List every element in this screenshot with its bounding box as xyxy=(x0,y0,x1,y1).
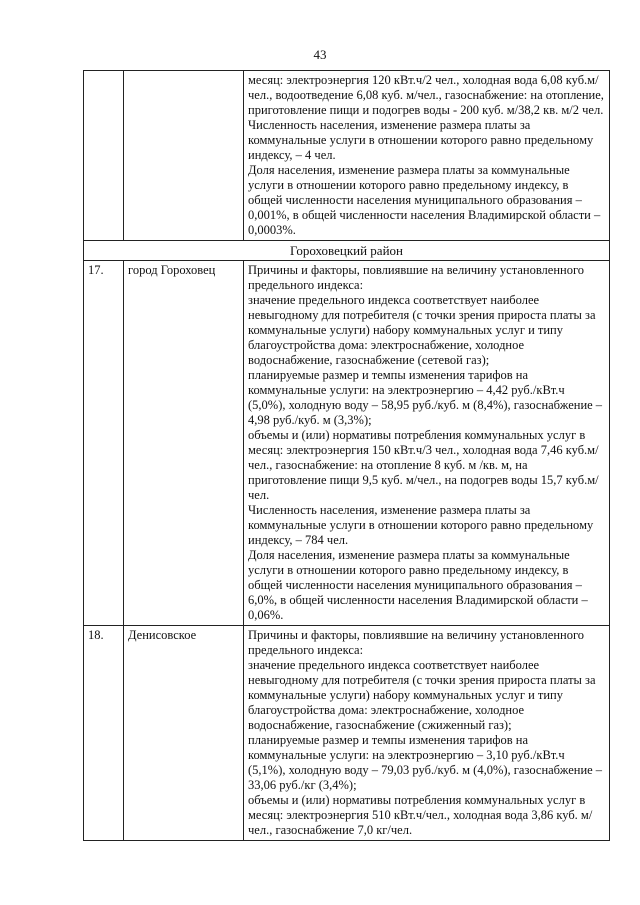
continuation-paragraph: месяц: электроэнергия 120 кВт.ч/2 чел., холодная вода 6,08 куб.м/чел., водоотведение 6,08 куб. м/чел., газоснабжение: на отопление, приготовление пищи и подогрев воды - 200 куб. м/38,2 кв. м/2 чел. xyxy=(248,73,604,117)
row-number: 18. xyxy=(84,626,124,841)
table-row xyxy=(84,626,610,841)
municipality-name: город Гороховец xyxy=(124,261,244,626)
row-number: 17. xyxy=(84,261,124,626)
page-number: 43 xyxy=(313,47,327,62)
row-paragraph: Численность населения, изменение размера платы за коммунальные услуги в отношении которого равно предельному индексу, – 784 чел. xyxy=(248,503,594,547)
table-row-section xyxy=(84,241,610,261)
row-paragraph: Причины и факторы, повлиявшие на величину установленного предельного индекса: xyxy=(248,628,585,657)
row-paragraph: значение предельного индекса соответствует наиболее невыгодному для потребителя (с точки зрения прироста платы за коммунальные услуги) набору коммунальных услуг и типу благоустройства дома: электроснабжение, холодное водоснабжение, газоснабжение (сетевой газ); xyxy=(248,293,596,367)
row-content-cell xyxy=(244,261,610,626)
municipality-name: Денисовское xyxy=(124,626,244,841)
row-paragraph: значение предельного индекса соответствует наиболее невыгодному для потребителя (с точки зрения прироста платы за коммунальные услуги) набору коммунальных услуг и типу благоустройства дома: электроснабжение, холодное водоснабжение, газоснабжение (сжиженный газ); xyxy=(248,658,596,732)
row-paragraph: Причины и факторы, повлиявшие на величину установленного предельного индекса: xyxy=(248,263,585,292)
continuation-paragraph: Доля населения, изменение размера платы за коммунальные услуги в отношении которого равно предельному индексу, в общей численности населения муниципального образования – 0,001%, в общей численности населения Владимирской области – 0,0003%. xyxy=(248,163,601,237)
continuation-paragraph: Численность населения, изменение размера платы за коммунальные услуги в отношении которого равно предельному индексу, – 4 чел. xyxy=(248,118,594,162)
row-content-cell xyxy=(244,71,610,241)
row-number-cell xyxy=(84,71,124,241)
row-paragraph: планируемые размер и темпы изменения тарифов на коммунальные услуги: на электроэнергию – 3,10 руб./кВт.ч (5,1%), холодную воду – 79,03 руб./куб. м (4,0%), газоснабжение – 33,06 руб./кг (3,4%); xyxy=(248,733,603,792)
row-paragraph: объемы и (или) нормативы потребления коммунальных услуг в месяц: электроэнергия 150 кВт.ч/3 чел., холодная вода 7,46 куб.м/чел., газоснабжение: на отопление 8 куб. м /кв. м, на приготовление пищи 9,5 куб. м/чел., на подогрев воды 15,7 куб.м/чел. xyxy=(248,428,599,502)
table-row xyxy=(84,261,610,626)
table-row-continuation xyxy=(84,71,610,241)
tariff-index-table xyxy=(83,70,610,841)
row-paragraph: планируемые размер и темпы изменения тарифов на коммунальные услуги: на электроэнергию – 4,42 руб./кВт.ч (5,0%), холодную воду – 58,95 руб./куб. м (8,4%), газоснабжение – 4,98 руб./куб. м (3,3%); xyxy=(248,368,603,427)
section-title: Гороховецкий район xyxy=(84,241,610,261)
row-paragraph: Доля населения, изменение размера платы за коммунальные услуги в отношении которого равно предельному индексу, в общей численности населения муниципального образования – 6,0%, в общей численности населения Владимирской области – 0,06%. xyxy=(248,548,588,622)
row-name-cell xyxy=(124,71,244,241)
row-paragraph: объемы и (или) нормативы потребления коммунальных услуг в месяц: электроэнергия 510 кВт.ч/чел., холодная вода 3,86 куб. м/чел., газоснабжение 7,0 кг/чел. xyxy=(248,793,593,837)
row-content-cell xyxy=(244,626,610,841)
